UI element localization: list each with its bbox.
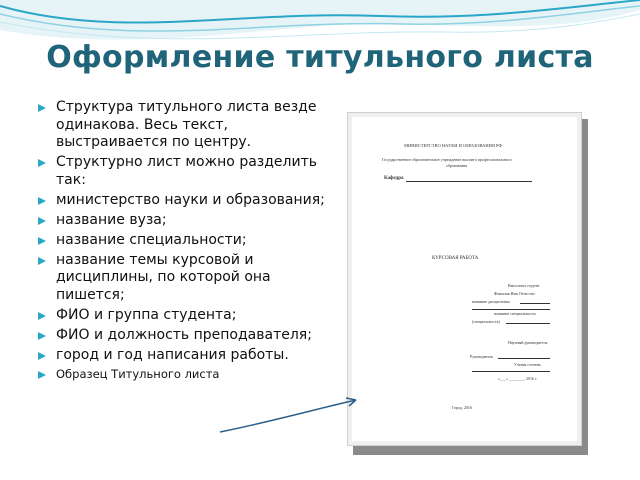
- doc-line: [472, 309, 550, 310]
- doc-supervisor-line: [498, 358, 550, 359]
- bullet-item: [38, 232, 328, 250]
- bullet-text: название темы курсовой и дисциплины, по которой она пишется;: [56, 251, 271, 303]
- bullet-text: город и год написания работы.: [56, 346, 289, 363]
- bullet-arrow-icon: [38, 312, 46, 320]
- doc-performed-by: Выполнил студент: [508, 283, 540, 288]
- bullet-text: название специальности;: [56, 231, 247, 248]
- bullet-item: [38, 212, 328, 230]
- doc-discipline-line: [520, 303, 550, 304]
- doc-university-line2: образования: [446, 163, 468, 168]
- bullet-text: Структурно лист можно разделить так:: [56, 154, 317, 188]
- doc-group-line: [506, 323, 550, 324]
- doc-signature-line: [472, 371, 550, 372]
- bullet-arrow-icon: [38, 197, 46, 205]
- doc-city-year: Город, 2016: [452, 405, 472, 410]
- doc-student-name: Фамилия Имя Отчество: [494, 291, 535, 296]
- bullet-text: Структура титульного листа везде одинакова. Весь текст, выстраивается по центру.: [56, 99, 317, 150]
- bullet-text: название вуза;: [56, 211, 167, 228]
- doc-work-title: КУРСОВАЯ РАБОТА: [432, 256, 479, 261]
- bullet-item: [38, 347, 328, 365]
- bullet-text: ФИО и должность преподавателя;: [56, 326, 312, 343]
- bullet-arrow-icon: [38, 237, 46, 245]
- caption-text: Образец Титульного листа: [56, 366, 220, 381]
- doc-supervisor-label: Научный руководитель: [508, 340, 548, 345]
- doc-group: (специальность): [472, 319, 500, 324]
- doc-supervisor-name: Руководитель: [470, 354, 494, 359]
- doc-university-line1: Государственное образовательное учреждение высшего профессионального: [382, 157, 512, 162]
- bullet-item: [38, 192, 328, 210]
- doc-department-line: [406, 181, 532, 182]
- bullet-item: [38, 252, 328, 305]
- bullet-arrow-icon: [38, 352, 46, 360]
- doc-supervisor-degree: Ученая степень: [514, 362, 541, 367]
- bullet-item: [38, 327, 328, 345]
- bullet-text: ФИО и группа студента;: [56, 306, 237, 323]
- bullet-arrow-icon: [38, 371, 46, 379]
- bullet-item: [38, 99, 328, 152]
- slide-title: Оформление титульного листа: [46, 40, 594, 75]
- doc-discipline: название дисциплины: [472, 299, 510, 304]
- bullet-text: министерство науки и образования;: [56, 191, 325, 208]
- bullet-arrow-icon: [38, 217, 46, 225]
- doc-specialty: название специальности: [494, 311, 536, 316]
- bullet-arrow-icon: [38, 332, 46, 340]
- doc-date-line: «___» ________ 2016 г.: [498, 376, 538, 381]
- doc-ministry: МИНИСТЕРСТВО НАУКИ И ОБРАЗОВАНИЯ РФ: [404, 143, 502, 148]
- bullet-list: [38, 99, 328, 384]
- bullet-arrow-icon: [38, 257, 46, 265]
- bullet-arrow-icon: [38, 104, 46, 112]
- bullet-item: [38, 154, 328, 189]
- sample-title-page: [347, 112, 582, 446]
- bullet-arrow-icon: [38, 159, 46, 167]
- bullet-item: [38, 307, 328, 325]
- bullet-item-caption: [38, 367, 328, 382]
- doc-department-label: Кафедра: [384, 176, 404, 181]
